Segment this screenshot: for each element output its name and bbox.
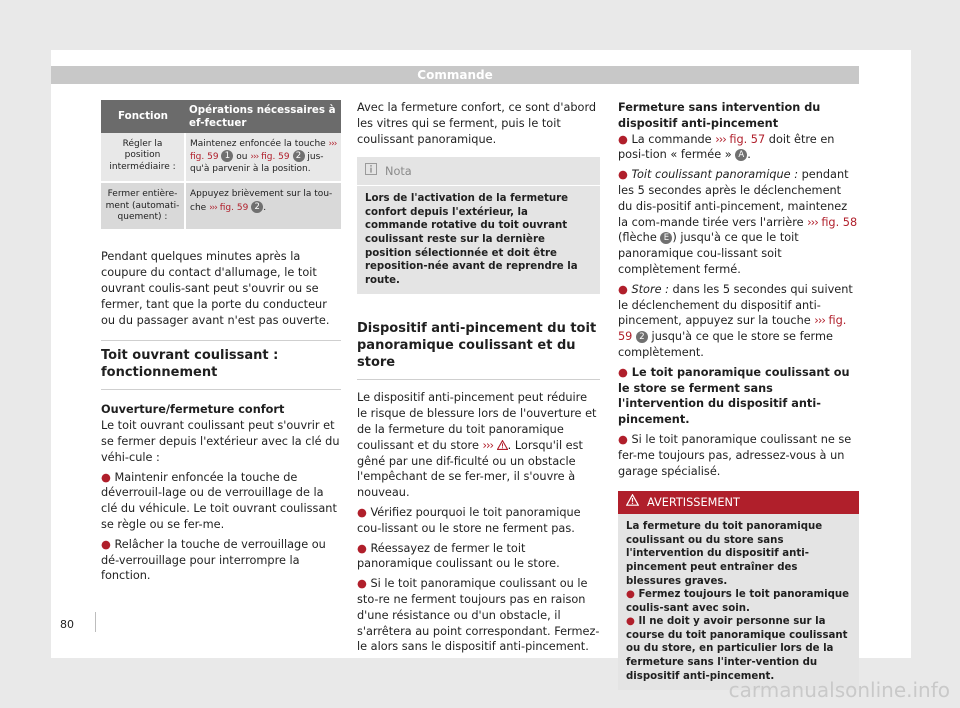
section-heading: Toit ouvrant coulissant : fonctionnement — [101, 348, 279, 381]
warning-label: AVERTISSEMENT — [647, 495, 740, 509]
info-icon — [365, 163, 377, 180]
callout-number: 2 — [293, 150, 305, 162]
bullet-icon: ● — [618, 432, 632, 446]
column-3 — [618, 100, 859, 690]
table-cell-operation: Appuyez brièvement sur la tou-che ››› fig. 59 2 . — [185, 182, 341, 229]
list-item: ● Relâcher la touche de verrouillage ou dé-verrouillage pour interrompre la fonction. — [101, 537, 326, 583]
warning-triangle-icon — [626, 494, 639, 511]
callout-number: 2 — [251, 201, 263, 213]
ref-arrow-icon: ››› — [715, 132, 726, 146]
bullet-icon: ● — [101, 470, 115, 484]
table-header-operations: Opérations nécessaires à ef-fectuer — [185, 100, 341, 133]
list-item: ● Vérifiez pourquoi le toit panoramique cou-lissant ou le store ne ferment pas. — [357, 505, 581, 535]
ref-arrow-icon: ››› — [482, 438, 494, 452]
list-item: ● Store : dans les 5 secondes qui suivent le déclenchement du dispositif anti-pincement, appuyez sur la touche ››› fig. 59 2 jusqu'à ce que le store se ferme complètement. — [618, 282, 853, 359]
function-table — [101, 100, 341, 229]
divider — [101, 389, 341, 390]
list-item: ● Si le toit panoramique coulissant ou le sto-re ne ferment toujours pas en raison d'une résistance ou d'un obstacle, il s'arrêtera au point correspondant. Fermez-le alors sans le dispositif anti-pincement. — [357, 577, 600, 654]
callout-letter: A — [735, 149, 747, 161]
table-cell-function: Fermer entière-ment (automati-quement) : — [101, 182, 185, 229]
table-row — [101, 182, 341, 229]
section-heading: Dispositif anti-pincement du toit panoramique coulissant et du store — [357, 321, 597, 371]
callout-letter: E — [660, 232, 672, 244]
list-item: ● Le toit panoramique coulissant ou le store se ferment sans l'intervention du dispositif anti-pincement. — [618, 365, 850, 427]
list-item: ● Fermez toujours le toit panoramique coulis-sant avec soin. — [626, 589, 850, 614]
bullet-icon: ● — [618, 132, 632, 146]
table-row — [101, 133, 341, 182]
bullet-icon: ● — [618, 282, 632, 296]
page-number: 80 — [60, 618, 74, 631]
ref-arrow-icon: ››› — [814, 314, 825, 328]
ref-arrow-icon: ››› — [807, 215, 818, 229]
note-text: Lors de l'activation de la fermeture confort depuis l'extérieur, la commande rotative du toit ouvrant coulissant reste sur la dernière position sélectionnée et doit être reposition-née avant de reprendre la route. — [365, 193, 578, 286]
divider — [101, 340, 341, 341]
column-2 — [357, 100, 600, 659]
table-cell-function: Régler la position intermédiaire : — [101, 133, 185, 182]
warning-triangle-icon[interactable] — [497, 439, 508, 452]
figure-link[interactable]: fig. 59 — [190, 152, 219, 163]
list-item: ● Maintenir enfoncée la touche de déverrouil-lage ou de verrouillage de la clé du véhicule. Le toit ouvrant coulissant se règle ou se fer-me. — [101, 470, 337, 531]
figure-link[interactable]: fig. 59 — [618, 314, 847, 344]
watermark: carmanualsonline.info — [728, 678, 950, 702]
list-item: ● Réessayez de fermer le toit panoramique coulissant ou le store. — [357, 541, 560, 571]
paragraph: Avec la fermeture confort, ce sont d'abord les vitres qui se ferment, puis le toit coulissant panoramique. — [357, 101, 597, 146]
warning-text: La fermeture du toit panoramique coulissant ou du store sans l'intervention du dispositif anti-pincement peut entraîner des blessures graves. — [626, 521, 823, 587]
ref-arrow-icon: ››› — [250, 152, 259, 163]
divider — [95, 612, 96, 632]
figure-link[interactable]: fig. 59 — [261, 152, 290, 163]
figure-link[interactable]: fig. 58 — [821, 215, 858, 229]
ref-arrow-icon: ››› — [328, 139, 337, 149]
table-cell-operation: Maintenez enfoncée la touche ››› fig. 59 1 ou ››› fig. 59 2 jus-qu'à parvenir à la position. — [185, 133, 341, 182]
bullet-icon: ● — [357, 577, 371, 591]
bullet-icon: ● — [357, 505, 371, 519]
paragraph: Le toit ouvrant coulissant peut s'ouvrir et se fermer depuis l'extérieur avec la clé du véhi-cule : — [101, 419, 340, 464]
bullet-icon: ● — [357, 541, 371, 555]
bullet-icon: ● — [101, 537, 115, 551]
list-item: ● Il ne doit y avoir personne sur la course du toit panoramique coulissant ou du store, en particulier lors de la fermeture sans l'inter-vention du dispositif anti-pincement. — [626, 616, 848, 682]
note-label: Nota — [385, 164, 412, 178]
paragraph: Pendant quelques minutes après la coupure du contact d'allumage, le toit ouvrant coulis-sant peut s'ouvrir ou se fermer, tant que la porte du conducteur ou du passager avant n'est pas ouverte. — [101, 250, 330, 327]
list-item: ● Si le toit panoramique coulissant ne se fer-me toujours pas, adressez-vous à un garage spécialisé. — [618, 432, 852, 478]
divider — [357, 379, 600, 380]
table-header-function: Fonction — [101, 100, 185, 133]
subheading: Fermeture sans intervention du dispositif anti-pincement — [618, 101, 821, 130]
list-item: ● La commande ››› fig. 57 doit être en posi-tion « fermée » A . — [618, 132, 835, 162]
note-box — [357, 157, 600, 294]
paragraph: Le dispositif anti-pincement peut réduire le risque de blessure lors de l'ouverture et de la fermeture du toit panoramique coulissant et du store ››› . Lorsqu'il est gêné par une dif-ficulté ou un obstacle l'empêchant de se fer-mer, il s'ouvre à nouveau. — [357, 391, 597, 500]
column-1 — [101, 100, 341, 588]
callout-number: 1 — [221, 150, 233, 162]
ref-arrow-icon: ››› — [209, 202, 217, 213]
bullet-icon: ● — [626, 616, 639, 628]
figure-link[interactable]: fig. 57 — [729, 132, 766, 146]
figure-link[interactable]: fig. 59 — [219, 202, 249, 213]
subheading: Ouverture/fermeture confort — [101, 403, 285, 417]
bullet-icon: ● — [618, 365, 632, 379]
list-item: ● Toit coulissant panoramique : pendant les 5 secondes après le déclenchement du dis-positif anti-pincement, maintenez la com-mande tirée vers l'arrière ››› fig. 58 (flèche E ) jusqu'à ce que le toit panoramique cou-lissant soit complètement fermé. — [618, 168, 858, 276]
warning-box — [618, 491, 859, 690]
page-header: Commande — [51, 66, 859, 84]
callout-number: 2 — [636, 331, 648, 343]
bullet-icon: ● — [626, 589, 639, 601]
bullet-icon: ● — [618, 168, 632, 182]
